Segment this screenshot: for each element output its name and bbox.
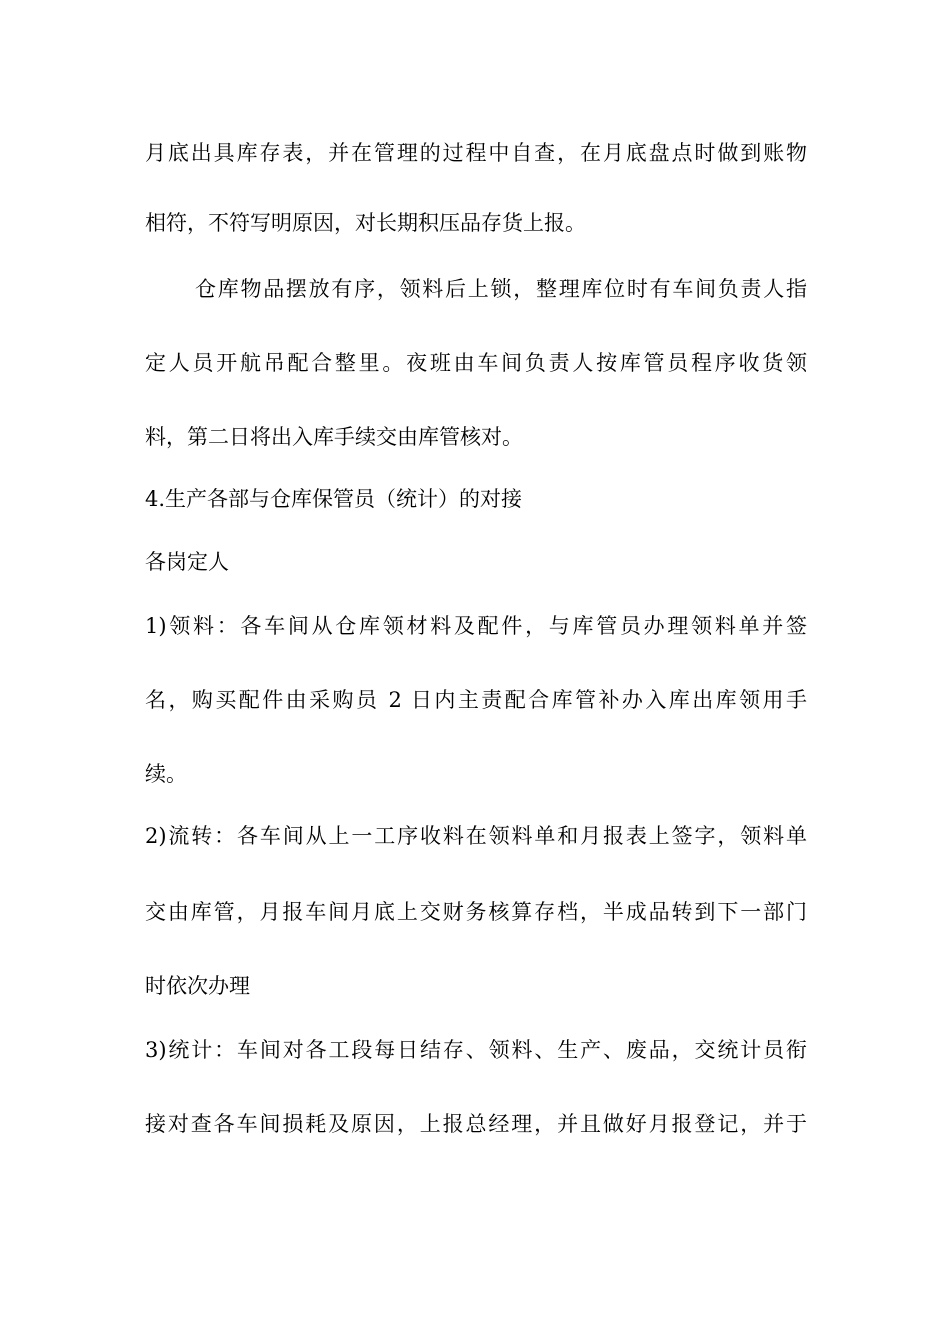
list-item-2-line-1: 2)流转：各车间从上一工序收料在领料单和月报表上签字，领料单	[145, 824, 807, 848]
list-item-1-line-3: 续。	[145, 762, 187, 786]
list-item-1-line-1: 1)领料：各车间从仓库领材料及配件，与库管员办理领料单并签	[145, 614, 807, 638]
list-item-2-line-3: 时依次办理	[145, 974, 250, 998]
list-item-2-line-2: 交由库管，月报车间月底上交财务核算存档，半成品转到下一部门	[145, 900, 807, 924]
paragraph-line-1: 月底出具库存表，并在管理的过程中自查，在月底盘点时做到账物	[145, 141, 807, 165]
list-item-1-line-2: 名，购买配件由采购员 2 日内主责配合库管补办入库出库领用手	[145, 688, 807, 712]
paragraph-line-2: 相符，不符写明原因，对长期积压品存货上报。	[145, 211, 586, 235]
list-item-3-line-1: 3)统计：车间对各工段每日结存、领料、生产、废品，交统计员衔	[145, 1038, 807, 1062]
paragraph-line-4: 定人员开航吊配合整里。夜班由车间负责人按库管员程序收货领	[145, 351, 807, 375]
subheading: 各岗定人	[145, 550, 229, 574]
list-item-3-line-2: 接对查各车间损耗及原因，上报总经理，并且做好月报登记，并于	[145, 1112, 807, 1136]
section-heading: 4.生产各部与仓库保管员（统计）的对接	[145, 487, 523, 511]
paragraph-line-3: 仓库物品摆放有序，领料后上锁，整理库位时有车间负责人指	[195, 277, 807, 301]
paragraph-line-5: 料，第二日将出入库手续交由库管核对。	[145, 425, 523, 449]
